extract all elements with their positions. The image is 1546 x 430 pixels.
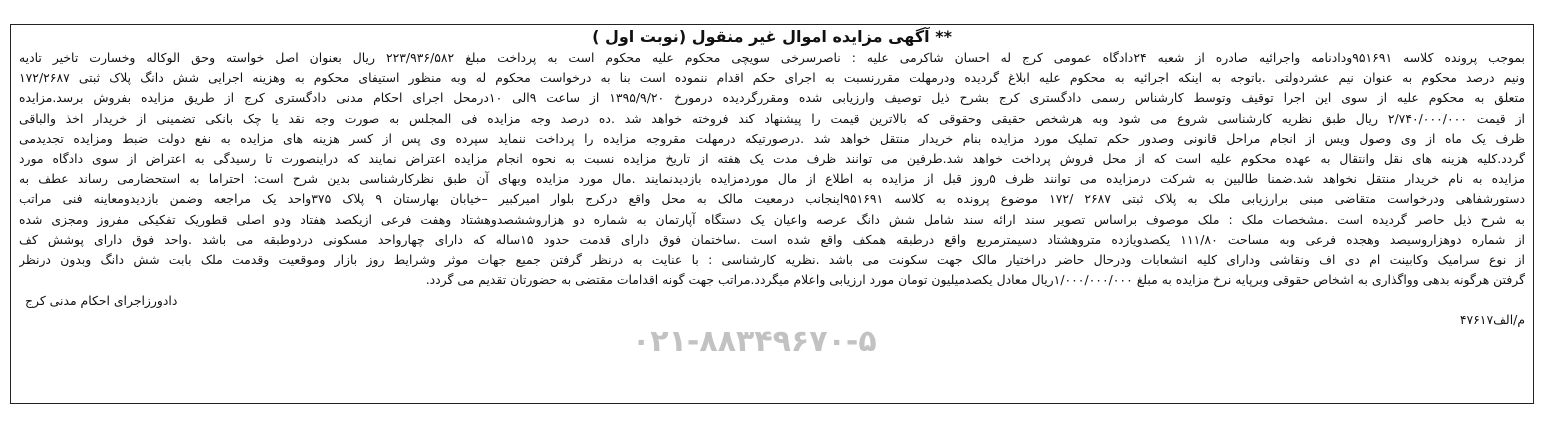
reference-number: م/الف۴۷۶۱۷: [1459, 312, 1525, 328]
notice-line: دستورشفاهی ودرخواست متقاضی مبنی برارزیابی ملک به پلاک ثبتی ۲۶۸۷ /۱۷۲ موضوع پرونده به کلاسه ۹۵۱۶۹۱اینجانب درمعیت مالک به محل واقع درکرج بلوار امیرکبیر –خیابان بهارستان ۹ پلاک ۳۷۵واحد یک مراجعه وضمن بازدیدومعاینه فنی مراتب: [19, 191, 1525, 207]
notice-line: به شرح ذیل حاصر گردیده است .مشخصات ملک : ملک موصوف براساس تصویر سند ارائه سند شامل شش دانگ عرصه واعیان یک دستگاه آپارتمان به شماره دو هزاروششصدوهشتاد وهفت فرعی ازیکصد هفتاد ودو اصلی قطوریک تفکیکی مفروز ومجزی شده: [19, 211, 1525, 227]
notice-title: ** آگهی مزایده اموال غیر منقول (نوبت اول ): [592, 27, 952, 46]
notice-line: مزایده به نام خریدار منتقل نخواهد شد.ضمنا طالبین به شرکت درمزایده می توانند ظرف ۵روز قبل از مزایده به اطلاع از مال موردمزایده بازدیدنمایند .مال مورد مزایده وبهای آن طبق نظرکارشناسی بدین شرح است: احتراما به استحضارمی رساند عطف به: [19, 171, 1525, 187]
signer-name: دادورزاجرای احکام مدنی کرج: [25, 293, 178, 309]
phone-watermark: ۰۲۱-۸۸۳۴۹۶۷۰-۵: [632, 324, 877, 359]
notice-line: از شماره دوهزاروسیصد وهجده فرعی وبه مساحت ۱۱۱/۸۰ یکصدویازده متروهشتاد دسیمترمربع واقع درطبقه همکف واقع شده است .ساختمان فوق دارای قدمت حدود ۱۵ساله که دارای چهارواحد مسکونی دردوطبقه می باشد .واحد فوق دارای پوشش کف: [19, 231, 1525, 247]
notice-line: از قیمت ۲/۷۴۰/۰۰۰/۰۰۰ ریال طبق نظریه کارشناسی شروع می شود وبه هرشخص حقیقی وحقوقی که بالاترین قیمت را پیشنهاد کند فروخته خواهد شد .ده درصد وجه مزایده فی المجلس به صورت وجه نقد یا چک بانکی تضمینی از خریدار اخذ والباقی: [19, 110, 1525, 126]
notice-line: ظرف یک ماه از وی وصول ویس از انجام مراحل قانونی وصدور حکم تملیک مورد مزایده بنام خریدار منتقل خواهد شد .درصورتیکه درمهلت مقروجه مزایده را پرداخت ننماید سپرده وی پس از کسر هزینه های مزایده به نفع دولت ضبط ومزایده تجدیدمی: [19, 130, 1525, 146]
notice-line: بموجب پرونده کلاسه ۹۵۱۶۹۱وداد‌نامه واجرائیه صادره از شعبه ۲۴دادگاه عمومی کرج له احسان شاکرمی علیه : ناصرسرخی سویچی محکوم علیه محکوم است به پرداخت مبلغ ۲۲۳/۹۳۶/۵۸۲ ریال بعنوان اصل خواسته وحق الوکاله وخسارت تاخیر تادیه: [19, 50, 1525, 65]
notice-line: گردد.کلیه هزینه های نقل وانتقال به عهده محکوم علیه است که از محل فروش پرداخت خواهد شد.طرفین می توانند ظرف مدت یک هفته از تاریخ مزایده نسبت به نحوه انجام مزایده اعتراض نمایند که دراینصورت تا رسیدگی به اعتراض از سوی دادگاه مورد: [19, 151, 1525, 167]
notice-line: متعلق به محکوم علیه از سوی این اجرا توقیف وتوسط کارشناس رسمی دادگستری کرج بشرح ذیل توصیف وارزیابی شده ومقررگردیده درمورخ ۱۳۹۵/۹/۲۰ از ساعت ۹الی ۱۰درمحل اجرای احکام مدنی دادگستری کرج از طریق مزایده بفروش برسد.مزایده: [19, 90, 1525, 106]
notice-line: از نوع سرامیک وکابینت ام دی اف ونقاشی ودارای کلیه انشعابات ودرحال حاضر دراختیار مالک جهت سکونت می باشد .نظریه کارشناسی : با عنایت به درنظر گرفتن جمیع جهات موثر وشرایط روز بازار وموقعیت وقدمت ملک بابت شش دانگ وبدون درنظر: [19, 252, 1525, 268]
notice-line: گرفتن هرگونه بدهی وواگذاری به اشخاص حقوقی وبرپایه نرخ مزایده به مبلغ ۱/۰۰۰/۰۰۰/۰۰۰ریال معادل یکصدمیلیون تومان مورد ارزیابی واعلام میگردد.مراتب جهت گونه اقدامات مقتضی به حضورتان تقدیم می گردد.: [425, 272, 1525, 288]
notice-line: ونیم درصد محکوم به عنوان نیم عشردولتی .باتوجه به اینکه اجرائیه به محکوم علیه ابلاغ گردیده ودرمهلت مقررنسبت به اجرای حکم اقدام ننموده است بنا به درخواست محکوم له وبه منظور استیفای محکوم به وهزینه اجرایی شش دانگ پلاک ثبتی ۱۷۲/۲۶۸۷: [19, 70, 1525, 86]
